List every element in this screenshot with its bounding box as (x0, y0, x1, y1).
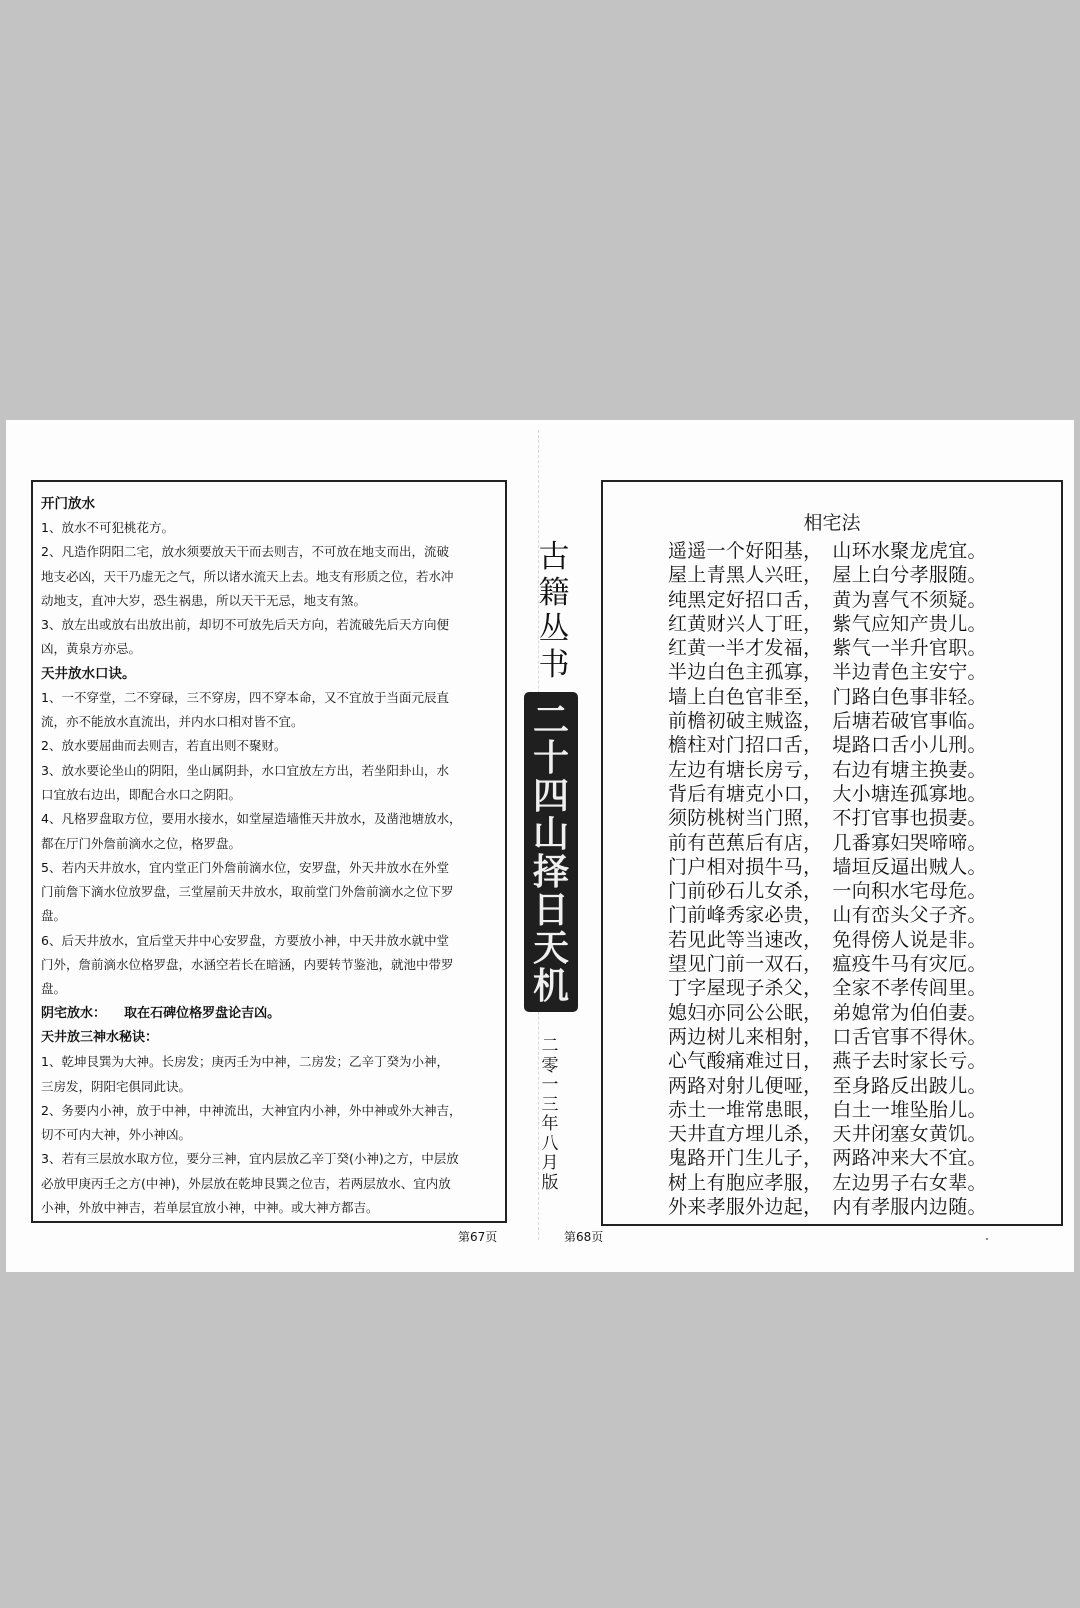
page-number-right: 第68页 (564, 1230, 604, 1244)
text-line: 1、一不穿堂，二不穿碌，三不穿房，四不穿本命，又不宜放于当面元辰直 (41, 689, 449, 705)
poem-half-first: 树上有胞应孝服， (668, 1171, 823, 1194)
section-body (41, 686, 497, 1002)
poem-line (668, 1195, 987, 1219)
poem-line (668, 928, 987, 952)
poem-half-first: 檐柱对门招口舌， (668, 734, 823, 757)
spine-char: 八 (541, 1133, 559, 1154)
poem-half-second: 门路白色事非轻。 (832, 685, 987, 708)
text-line: 4、凡格罗盘取方位，要用水接水，如堂屋造墙惟天井放水，及凿池塘放水， (41, 811, 462, 827)
poem-half-first: 左边有塘长房亏， (668, 758, 823, 781)
poem-line (668, 952, 987, 976)
poem-half-second: 山有峦头父子齐。 (832, 904, 987, 927)
text-line: 盘。 (41, 981, 67, 997)
poem-line (668, 733, 987, 757)
section-heading: 开门放水 (41, 496, 95, 512)
poem-half-second: 大小塘连孤寡地。 (832, 782, 987, 805)
spine-char: 日 (532, 890, 569, 931)
poem-half-second: 至身路反出跛儿。 (832, 1074, 987, 1097)
poem-line (668, 855, 987, 879)
poem-half-second: 弟媳常为伯伯妻。 (832, 1001, 987, 1024)
text-line: 必放甲庚丙壬之方(中神)，外层放在乾坤艮巽之位吉，若两层放水、宜内放 (41, 1175, 451, 1191)
poem-line (668, 831, 987, 855)
poem-line (668, 1171, 987, 1195)
section-heading: 阴宅放水： 取在石碑位格罗盘论吉凶。 (41, 1005, 281, 1021)
spine-book-title (524, 700, 578, 1007)
spine-char: 机 (532, 966, 569, 1007)
poem-half-first: 外来孝服外边起， (668, 1196, 823, 1219)
poem-line (668, 709, 987, 733)
poem-half-second: 屋上白兮孝服随。 (832, 564, 987, 587)
text-line: 1、乾坤艮巽为大神。长房发；庚丙壬为中神，二房发；乙辛丁癸为小神， (41, 1054, 449, 1070)
poem-half-second: 全家不孝传闾里。 (832, 977, 987, 1000)
poem-half-second: 不打官事也损妻。 (832, 807, 987, 830)
poem-half-second: 墙垣反逼出贼人。 (832, 855, 987, 878)
spine-char: 择 (532, 852, 569, 893)
section-body (41, 1050, 497, 1220)
poem-half-first: 墙上白色官非至， (668, 685, 823, 708)
poem-line (668, 782, 987, 806)
left-page-box (31, 480, 507, 1223)
poem-half-second: 两路冲来大不宜。 (832, 1147, 987, 1170)
text-line: 口宜放右边出，即配合水口之阴阳。 (41, 786, 242, 802)
text-line: 5、若内天井放水，宜内堂正门外詹前滴水位，安罗盘，外天井放水在外堂 (41, 859, 449, 875)
text-line: 2、务要内小神，放于中神，中神流出，大神宜内小神，外中神或外大神吉， (41, 1102, 462, 1118)
poem-half-first: 若见此等当速改， (668, 928, 823, 951)
poem-half-second: 口舌官事不得休。 (832, 1025, 987, 1048)
poem-half-first: 两边树儿来相射， (668, 1025, 823, 1048)
poem-line (668, 806, 987, 830)
poem-half-first: 鬼路开门生儿子， (668, 1147, 823, 1170)
page-number-left: 第67页 (458, 1230, 498, 1244)
poem-half-first: 丁字屋现子杀父， (668, 977, 823, 1000)
poem-half-first: 纯黑定好招口舌， (668, 588, 823, 611)
poem-line (668, 758, 987, 782)
poem-half-second: 瘟疫牛马有灾厄。 (832, 953, 987, 976)
text-line: 地支必凶，天干乃虚无之气，所以诸水流天上去。地支有形质之位，若水冲 (41, 568, 454, 584)
section-heading: 天井放水口诀。 (41, 665, 136, 682)
text-line: 切不可内大神，外小神凶。 (41, 1127, 192, 1143)
spine-char: 版 (541, 1172, 559, 1193)
poem-half-first: 背后有塘克小口， (668, 782, 823, 805)
spine-edition-label (537, 1038, 563, 1194)
poem-half-second: 一向积水宅母危。 (832, 880, 987, 903)
book-spread (6, 420, 1074, 1272)
poem-line (668, 879, 987, 903)
spine-char: 书 (538, 647, 570, 683)
poem-line (668, 1025, 987, 1049)
poem-half-first: 天井直方埋儿杀， (668, 1123, 823, 1146)
poem-half-second: 紫气应知产贵儿。 (832, 612, 987, 635)
poem-half-first: 门前峰秀家必贵， (668, 904, 823, 927)
spine-char: 籍 (538, 575, 570, 611)
text-line: 2、凡造作阴阳二宅，放水须要放天干而去则吉，不可放在地支而出，流破 (41, 544, 449, 560)
poem-half-second: 内有孝服内边随。 (832, 1196, 987, 1219)
poem-half-second: 紫气一半升官职。 (832, 637, 987, 660)
poem-half-first: 屋上青黑人兴旺， (668, 564, 823, 587)
poem-line (668, 539, 987, 563)
poem-half-first: 半边白色主孤寡， (668, 661, 823, 684)
poem-half-first: 心气酸痛难过日， (668, 1050, 823, 1073)
spine-char: 月 (541, 1153, 559, 1173)
text-line: 盘。 (41, 908, 67, 924)
spine-char: 古 (538, 539, 570, 575)
poem-half-second: 堤路口舌小儿刑。 (832, 734, 987, 757)
text-line: 凶，黄泉方亦忌。 (41, 641, 142, 657)
text-line: 三房发，阴阳宅俱同此诀。 (41, 1078, 192, 1094)
poem-half-second: 燕子去时家长亏。 (832, 1050, 987, 1073)
poem-half-second: 左边男子右女辈。 (832, 1171, 987, 1194)
poem-line (668, 1146, 987, 1170)
poem-body (668, 539, 987, 1219)
section-body (41, 516, 497, 662)
poem-half-second: 几番寡妇哭啼啼。 (832, 831, 987, 854)
spine-char: 丛 (538, 611, 570, 647)
poem-half-first: 两路对射儿便哑， (668, 1074, 823, 1097)
poem-half-second: 黄为喜气不须疑。 (832, 588, 987, 611)
poem-half-first: 前有芭蕉后有店， (668, 831, 823, 854)
spine-char: 天 (532, 928, 569, 969)
poem-half-first: 望见门前一双石， (668, 953, 823, 976)
poem-line (668, 612, 987, 636)
text-line: 动地支，直冲大岁，恐生祸患，所以天干无忌，地支有煞。 (41, 592, 367, 608)
poem-half-first: 门前砂石儿女杀， (668, 880, 823, 903)
spine-series-label (532, 539, 576, 686)
right-page-box (601, 480, 1063, 1226)
poem-line (668, 1049, 987, 1073)
spine-char: 四 (532, 776, 569, 817)
poem-half-first: 遥遥一个好阳基， (668, 540, 823, 562)
poem-line (668, 1098, 987, 1122)
poem-half-second: 山环水聚龙虎宜。 (832, 540, 987, 562)
text-line: 3、放水要论坐山的阴阳，坐山属阴卦，水口宜放左方出，若坐阳卦山，水 (41, 762, 449, 778)
poem-half-first: 红黄财兴人丁旺， (668, 612, 823, 635)
spine-char: 山 (532, 814, 569, 855)
text-line: 3、若有三层放水取方位，要分三神，宜内层放乙辛丁癸(小神)之方，中层放 (41, 1151, 459, 1167)
poem-line (668, 976, 987, 1000)
text-line: 小神，外放中神吉，若单层宜放小神，中神。或大神方都吉。 (41, 1200, 379, 1216)
poem-half-first: 须防桃树当门照， (668, 807, 823, 830)
poem-half-second: 天井闭塞女黄饥。 (832, 1123, 987, 1146)
spine-char: 三 (541, 1094, 559, 1115)
spine-char: 年 (541, 1114, 559, 1134)
poem-line (668, 1074, 987, 1098)
poem-half-first: 门户相对损牛马， (668, 855, 823, 878)
text-line: 门前詹下滴水位放罗盘，三堂屋前天井放水，取前堂门外詹前滴水之位下罗 (41, 884, 454, 900)
poem-line (668, 1001, 987, 1025)
text-line: 都在厅门外詹前滴水之位，格罗盘。 (41, 835, 242, 851)
poem-half-first: 红黄一半才发福， (668, 637, 823, 660)
poem-line (668, 903, 987, 927)
poem-half-second: 右边有塘主换妻。 (832, 758, 987, 781)
poem-half-first: 赤土一堆常患眼， (668, 1098, 823, 1121)
poem-half-second: 白土一堆坠胎儿。 (832, 1098, 987, 1121)
poem-half-second: 免得傍人说是非。 (832, 928, 987, 951)
text-line: 3、放左出或放右出放出前，却切不可放先后天方向，若流破先后天方向便 (41, 617, 449, 633)
spine-char: 零 (541, 1055, 559, 1076)
text-line: 6、后天井放水，宜后堂天井中心安罗盘，方要放小神，中天井放水就中堂 (41, 932, 449, 948)
spine-char: 二 (541, 1036, 559, 1056)
poem-line (668, 563, 987, 587)
spine-char: 十 (532, 738, 569, 779)
poem-line (668, 685, 987, 709)
poem-half-second: 后塘若破官事临。 (832, 710, 987, 733)
poem-half-first: 媳妇亦同公公眠， (668, 1001, 823, 1024)
spine-char: 二 (532, 700, 569, 741)
poem-line (668, 1122, 987, 1146)
text-line: 门外，詹前滴水位格罗盘，水涵空若长在暗涵，内要转节鉴池，就池中带罗 (41, 957, 454, 973)
spine-char: 一 (541, 1075, 559, 1095)
poem-line (668, 660, 987, 684)
text-line: 2、放水要屈曲而去则吉，若直出则不聚财。 (41, 738, 287, 754)
section-heading: 天井放三神水秘诀： (41, 1029, 159, 1045)
poem-half-first: 前檐初破主贼盗， (668, 710, 823, 733)
poem-line (668, 636, 987, 660)
scan-speck (986, 1238, 988, 1240)
text-line: 1、放水不可犯桃花方。 (41, 520, 174, 535)
poem-line (668, 588, 987, 612)
poem-half-second: 半边青色主安宁。 (832, 661, 987, 684)
poem-title: 相宅法 (803, 512, 861, 534)
text-line: 流，亦不能放水直流出，并内水口相对皆不宜。 (41, 714, 304, 730)
